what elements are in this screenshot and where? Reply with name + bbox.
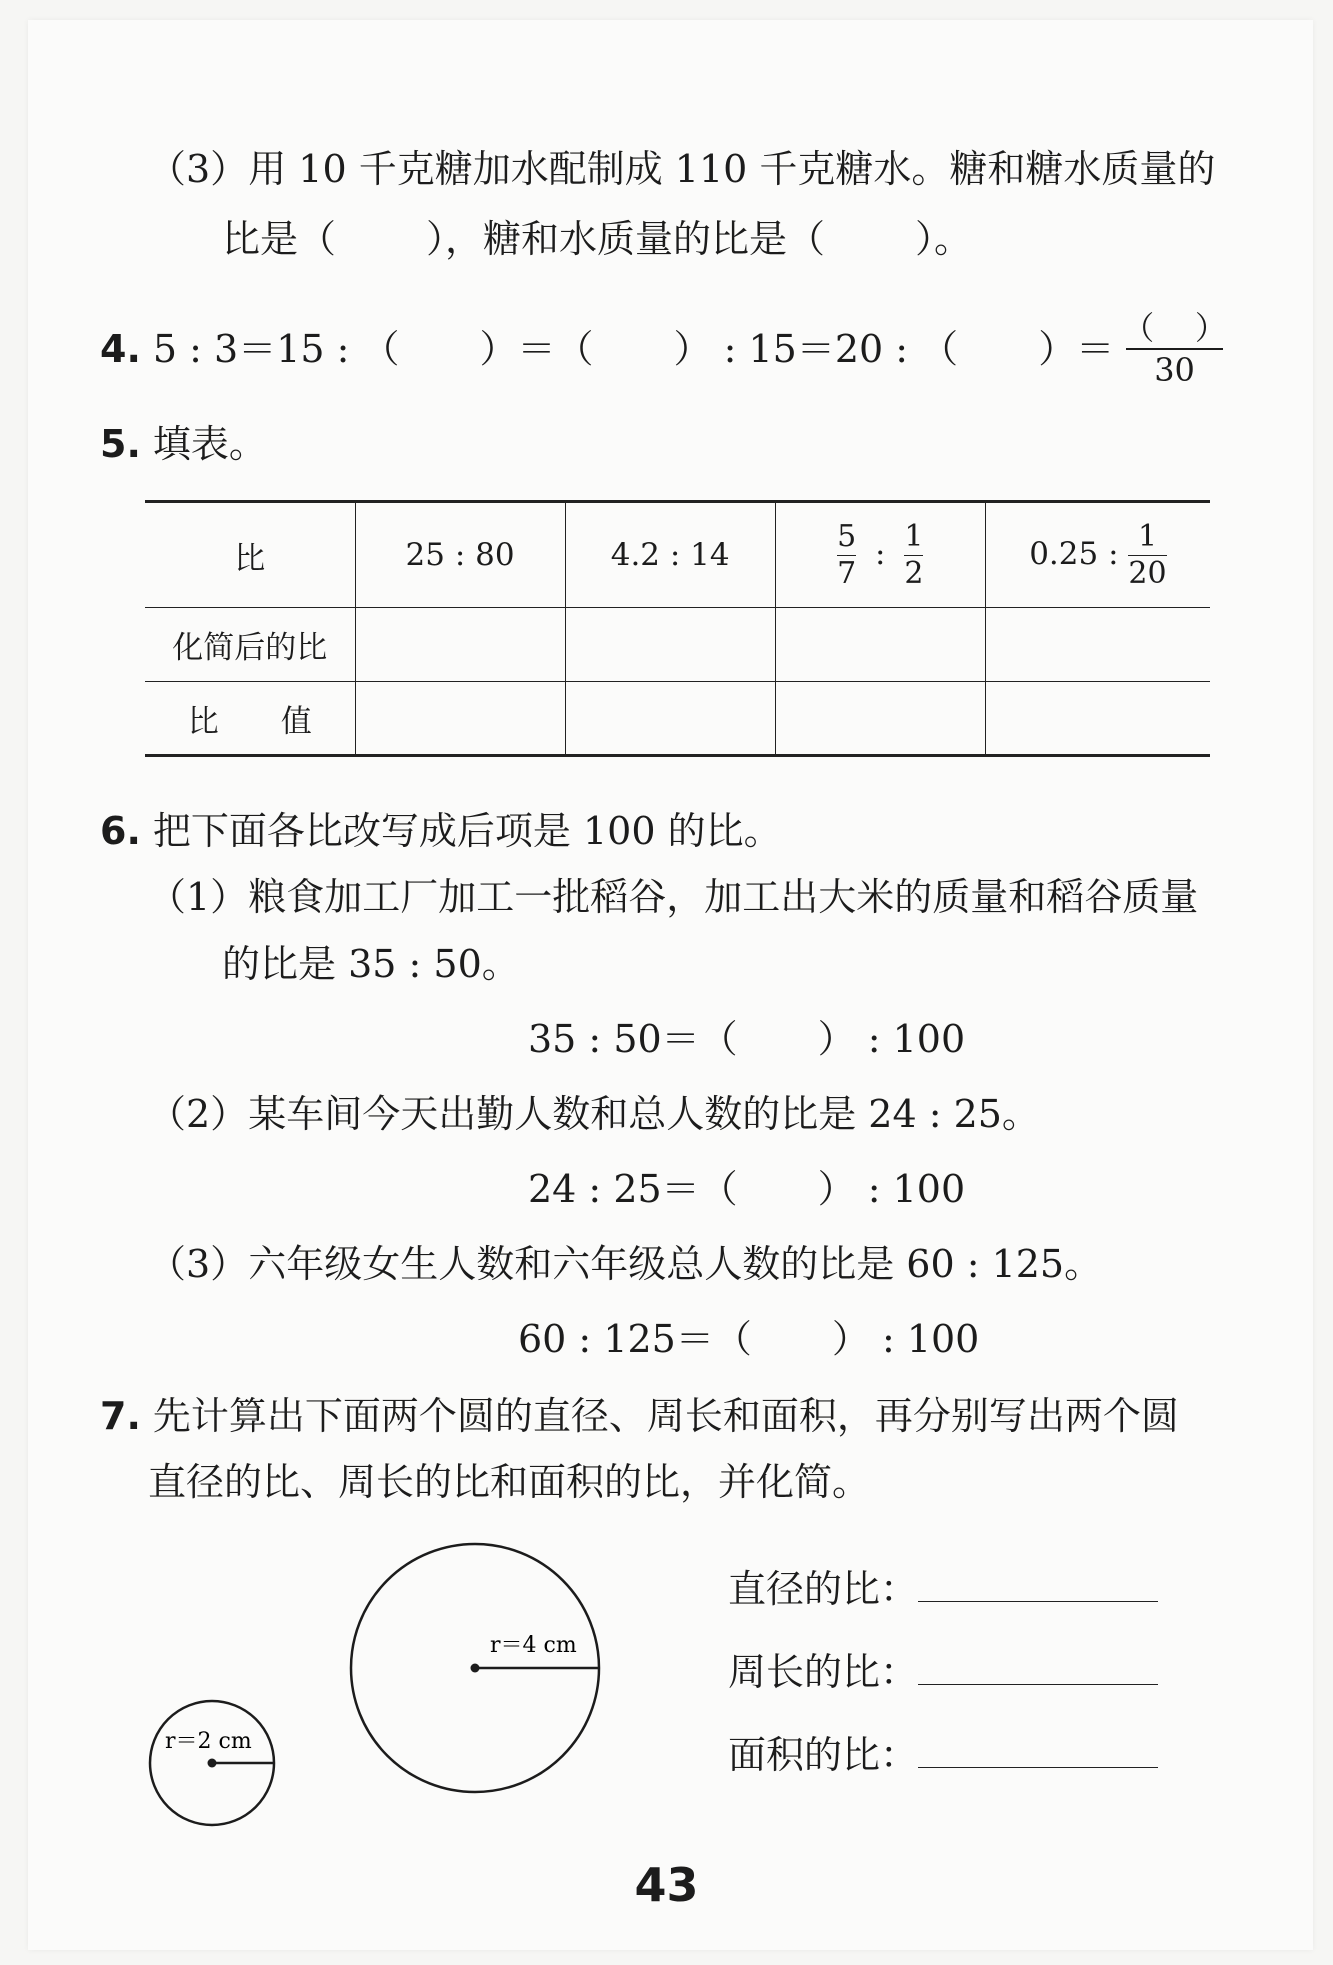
answer-line[interactable]	[918, 1654, 1158, 1685]
row-label-simplified: 化简后的比	[145, 608, 355, 682]
q7-line2: 直径的比、周长的比和面积的比，并化简。	[148, 1460, 871, 1504]
row-label-value: 比 值	[145, 682, 355, 756]
q6-sub1-equation: 35 : 50＝（ ） : 100	[528, 1017, 966, 1061]
answer-cell[interactable]	[775, 608, 985, 682]
q7-number: 7.	[100, 1394, 141, 1438]
answer-cell[interactable]	[985, 682, 1210, 756]
answer-cell[interactable]	[565, 608, 775, 682]
cell-ratio-2: 4.2 : 14	[565, 502, 775, 608]
q6-sub1-line1: （1）粮食加工厂加工一批稻谷，加工出大米的质量和稻谷质量	[148, 875, 1199, 919]
answer-cell[interactable]	[985, 608, 1210, 682]
q4-number: 4.	[100, 327, 141, 371]
answer-cell[interactable]	[355, 682, 565, 756]
q3-sub3-label: （3）	[148, 147, 249, 191]
table-row	[145, 608, 1210, 682]
big-circle-center	[471, 1664, 480, 1673]
table-row	[145, 682, 1210, 756]
answer-circumference-ratio: 周长的比：	[728, 1653, 1158, 1691]
q5-heading: 5. 填表。	[100, 422, 267, 466]
page-number: 43	[634, 1858, 699, 1912]
small-circle-center	[208, 1759, 217, 1768]
answer-line[interactable]	[918, 1571, 1158, 1602]
q7-line1: 7. 先计算出下面两个圆的直径、周长和面积，再分别写出两个圆	[100, 1394, 1179, 1438]
table-row	[145, 502, 1210, 608]
q4-equation: 4. 5 : 3＝15 : （ ）＝（ ） : 15＝20 : （ ）＝ $\frac{( )}{30}$	[100, 312, 1235, 386]
q6-sub1-line2: 的比是 35 : 50。	[222, 942, 520, 986]
q6-sub3-equation: 60 : 125＝（ ） : 100	[518, 1317, 980, 1361]
q6-number: 6.	[100, 809, 141, 853]
circles-figure	[130, 1530, 610, 1830]
q6-sub3-line: （3）六年级女生人数和六年级总人数的比是 60 : 125。	[148, 1242, 1103, 1286]
answer-area-ratio: 面积的比：	[728, 1736, 1158, 1774]
big-circle-label: r＝4 cm	[490, 1633, 577, 1658]
answer-cell[interactable]	[775, 682, 985, 756]
cell-ratio-1: 25 : 80	[355, 502, 565, 608]
q6-heading: 6. 把下面各比改写成后项是 100 的比。	[100, 809, 782, 853]
answer-line[interactable]	[918, 1737, 1158, 1768]
small-circle-label: r＝2 cm	[165, 1729, 252, 1754]
cell-ratio-3: $\frac{5}{7}$ : $\frac{1}{2}$	[775, 502, 985, 608]
q3-sub3-line2: 比是（ ），糖和水质量的比是（ ）。	[222, 217, 973, 261]
q6-sub2-line: （2）某车间今天出勤人数和总人数的比是 24 : 25。	[148, 1092, 1040, 1136]
q4-fraction: $\frac{( )}{30}$	[1122, 309, 1227, 389]
q3-sub3-line1	[148, 147, 1216, 191]
q3-sub3-text1: 用 10 千克糖加水配制成 110 千克糖水。糖和糖水质量的	[248, 147, 1216, 191]
answer-cell[interactable]	[355, 608, 565, 682]
q6-sub2-equation: 24 : 25＝（ ） : 100	[528, 1167, 966, 1211]
answer-diameter-ratio: 直径的比：	[728, 1570, 1158, 1608]
q5-number: 5.	[100, 422, 141, 466]
cell-ratio-4: 0.25 : $\frac{1}{20}$	[985, 502, 1210, 608]
row-label-ratio: 比	[145, 502, 355, 608]
ratio-table	[145, 500, 1210, 757]
answer-cell[interactable]	[565, 682, 775, 756]
